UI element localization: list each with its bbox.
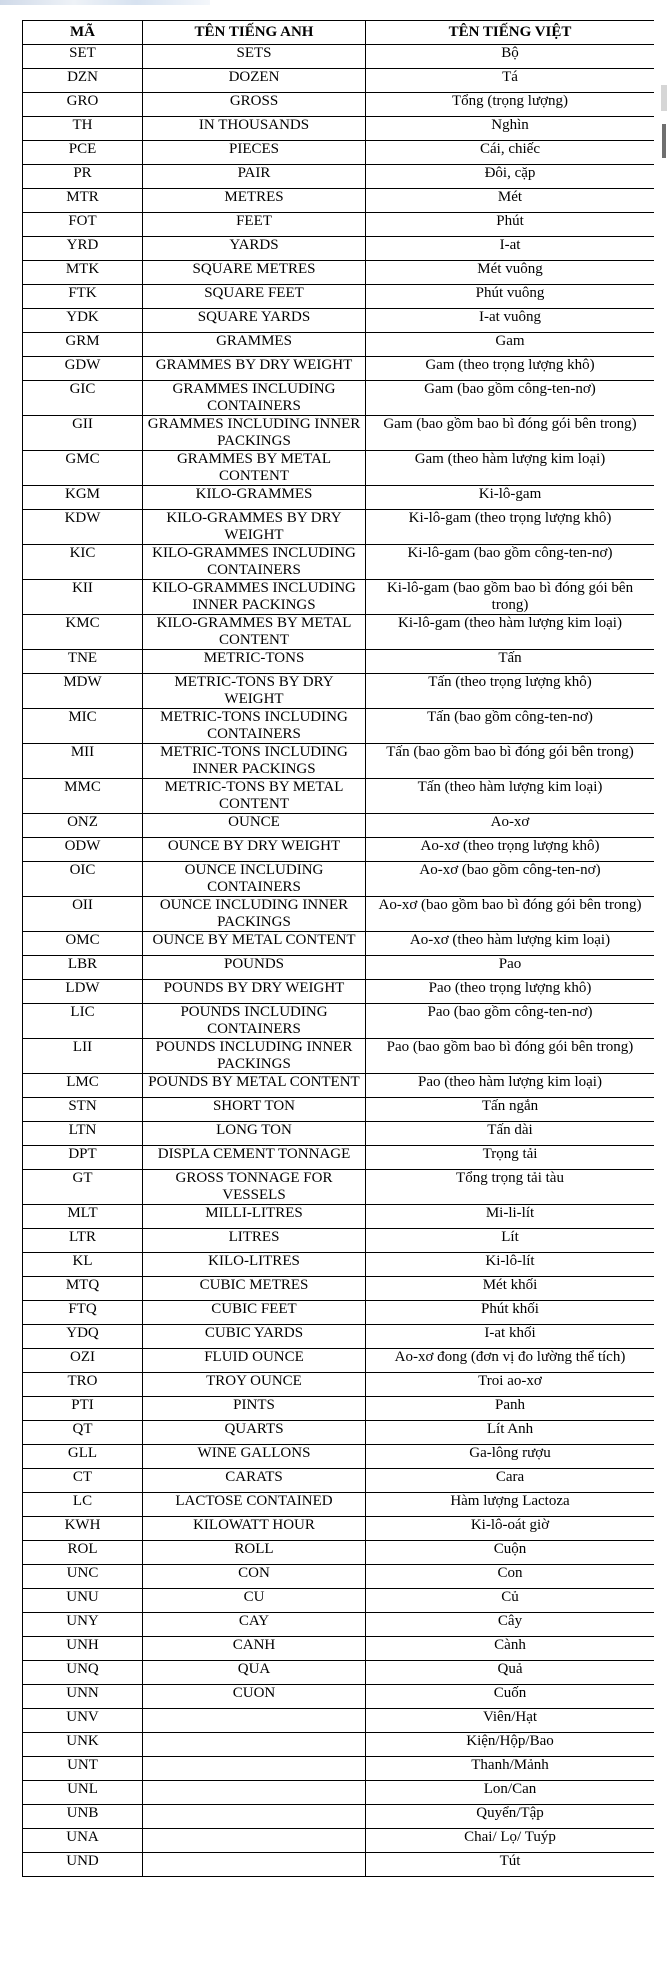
cell-vietnamese-name: Thanh/Mảnh — [366, 1757, 655, 1781]
cell-code: MDW — [23, 674, 143, 709]
cell-vietnamese-name: Cây — [366, 1613, 655, 1637]
cell-vietnamese-name: Tấn dài — [366, 1122, 655, 1146]
cell-english-name: METRES — [143, 189, 366, 213]
table-row — [23, 189, 655, 213]
table-row — [23, 1517, 655, 1541]
cell-code: KIC — [23, 545, 143, 580]
cell-code: GIC — [23, 381, 143, 416]
cell-vietnamese-name: Pao (theo trọng lượng khô) — [366, 980, 655, 1004]
table-row — [23, 165, 655, 189]
table-row — [23, 1853, 655, 1877]
table-row — [23, 510, 655, 545]
cell-vietnamese-name: Tấn — [366, 650, 655, 674]
cell-vietnamese-name: Gam (theo trọng lượng khô) — [366, 357, 655, 381]
cell-english-name: CU — [143, 1589, 366, 1613]
cell-vietnamese-name: I-at vuông — [366, 309, 655, 333]
unit-table-container — [22, 20, 654, 1958]
cell-code: TH — [23, 117, 143, 141]
cell-code: QT — [23, 1421, 143, 1445]
cell-english-name: CAY — [143, 1613, 366, 1637]
cell-code: UNB — [23, 1805, 143, 1829]
table-row — [23, 45, 655, 69]
cell-code: KMC — [23, 615, 143, 650]
cell-code: PR — [23, 165, 143, 189]
cell-vietnamese-name: Quyển/Tập — [366, 1805, 655, 1829]
table-row — [23, 1565, 655, 1589]
cell-code: PCE — [23, 141, 143, 165]
cell-english-name: PIECES — [143, 141, 366, 165]
cell-code: MTQ — [23, 1277, 143, 1301]
table-row — [23, 1397, 655, 1421]
cell-vietnamese-name: Troi ao-xơ — [366, 1373, 655, 1397]
cell-vietnamese-name: Viên/Hạt — [366, 1709, 655, 1733]
cell-vietnamese-name: Trọng tải — [366, 1146, 655, 1170]
table-row — [23, 213, 655, 237]
cell-english-name: POUNDS — [143, 956, 366, 980]
cell-vietnamese-name: Tấn ngắn — [366, 1098, 655, 1122]
table-row — [23, 1122, 655, 1146]
cell-code: FOT — [23, 213, 143, 237]
cell-vietnamese-name: Ki-lô-lít — [366, 1253, 655, 1277]
cell-english-name: TROY OUNCE — [143, 1373, 366, 1397]
cell-code: LIC — [23, 1004, 143, 1039]
cell-code: UNQ — [23, 1661, 143, 1685]
cell-code: KWH — [23, 1517, 143, 1541]
cell-vietnamese-name: Hàm lượng Lactoza — [366, 1493, 655, 1517]
header-english-name: TÊN TIẾNG ANH — [143, 21, 366, 45]
cell-vietnamese-name: Tút — [366, 1853, 655, 1877]
cell-english-name: FEET — [143, 213, 366, 237]
cell-vietnamese-name: I-at — [366, 237, 655, 261]
table-row — [23, 381, 655, 416]
cell-vietnamese-name: Tá — [366, 69, 655, 93]
cell-english-name: METRIC-TONS INCLUDING CONTAINERS — [143, 709, 366, 744]
cell-code: OZI — [23, 1349, 143, 1373]
cell-code: ROL — [23, 1541, 143, 1565]
cell-english-name: METRIC-TONS INCLUDING INNER PACKINGS — [143, 744, 366, 779]
cell-vietnamese-name: Mét — [366, 189, 655, 213]
cell-english-name: OUNCE — [143, 814, 366, 838]
table-row — [23, 69, 655, 93]
cell-english-name: GROSS — [143, 93, 366, 117]
cell-code: GII — [23, 416, 143, 451]
cell-vietnamese-name: I-at khối — [366, 1325, 655, 1349]
table-row — [23, 285, 655, 309]
cell-english-name: LITRES — [143, 1229, 366, 1253]
table-row — [23, 1637, 655, 1661]
cell-english-name: KILO-GRAMMES BY METAL CONTENT — [143, 615, 366, 650]
table-row — [23, 1661, 655, 1685]
cell-code: DZN — [23, 69, 143, 93]
cell-code: LTN — [23, 1122, 143, 1146]
cell-english-name: GRAMMES — [143, 333, 366, 357]
table-row — [23, 650, 655, 674]
cell-vietnamese-name: Gam (theo hàm lượng kim loại) — [366, 451, 655, 486]
cell-code: GDW — [23, 357, 143, 381]
cell-english-name: GROSS TONNAGE FOR VESSELS — [143, 1170, 366, 1205]
cell-code: TNE — [23, 650, 143, 674]
cell-english-name: POUNDS BY DRY WEIGHT — [143, 980, 366, 1004]
table-row — [23, 1039, 655, 1074]
table-row — [23, 1004, 655, 1039]
cell-english-name: KILO-GRAMMES INCLUDING INNER PACKINGS — [143, 580, 366, 615]
table-row — [23, 1098, 655, 1122]
cell-code: YDK — [23, 309, 143, 333]
cell-english-name: FLUID OUNCE — [143, 1349, 366, 1373]
cell-english-name: DISPLA CEMENT TONNAGE — [143, 1146, 366, 1170]
cell-code: YRD — [23, 237, 143, 261]
cell-vietnamese-name: Panh — [366, 1397, 655, 1421]
cell-vietnamese-name: Phút vuông — [366, 285, 655, 309]
cell-english-name: PINTS — [143, 1397, 366, 1421]
cell-english-name: GRAMMES INCLUDING INNER PACKINGS — [143, 416, 366, 451]
cell-english-name — [143, 1829, 366, 1853]
cell-code: FTQ — [23, 1301, 143, 1325]
cell-vietnamese-name: Ki-lô-gam (bao gồm bao bì đóng gói bên trong) — [366, 580, 655, 615]
cell-vietnamese-name: Pao (theo hàm lượng kim loại) — [366, 1074, 655, 1098]
cell-english-name: SQUARE METRES — [143, 261, 366, 285]
cell-english-name: YARDS — [143, 237, 366, 261]
cell-code: GRM — [23, 333, 143, 357]
cell-code: GT — [23, 1170, 143, 1205]
cell-english-name: QUARTS — [143, 1421, 366, 1445]
cell-code: ONZ — [23, 814, 143, 838]
cell-vietnamese-name: Tấn (theo hàm lượng kim loại) — [366, 779, 655, 814]
cell-vietnamese-name: Lít — [366, 1229, 655, 1253]
header-row — [23, 21, 655, 45]
table-row — [23, 117, 655, 141]
table-row — [23, 309, 655, 333]
cell-vietnamese-name: Chai/ Lọ/ Tuýp — [366, 1829, 655, 1853]
cell-code: MTR — [23, 189, 143, 213]
table-row — [23, 709, 655, 744]
cell-vietnamese-name: Cành — [366, 1637, 655, 1661]
table-row — [23, 1829, 655, 1853]
table-row — [23, 580, 655, 615]
cell-vietnamese-name: Gam (bao gồm bao bì đóng gói bên trong) — [366, 416, 655, 451]
cell-vietnamese-name: Ao-xơ (bao gồm bao bì đóng gói bên trong) — [366, 897, 655, 932]
cell-english-name: METRIC-TONS BY DRY WEIGHT — [143, 674, 366, 709]
table-row — [23, 1325, 655, 1349]
table-row — [23, 1757, 655, 1781]
cell-vietnamese-name: Lon/Can — [366, 1781, 655, 1805]
table-row — [23, 674, 655, 709]
table-row — [23, 1373, 655, 1397]
cell-english-name: METRIC-TONS — [143, 650, 366, 674]
cell-code: MIC — [23, 709, 143, 744]
cell-vietnamese-name: Lít Anh — [366, 1421, 655, 1445]
cell-vietnamese-name: Ki-lô-oát giờ — [366, 1517, 655, 1541]
cell-vietnamese-name: Ao-xơ (bao gồm công-ten-nơ) — [366, 862, 655, 897]
cell-vietnamese-name: Củ — [366, 1589, 655, 1613]
cell-code: UNU — [23, 1589, 143, 1613]
cell-vietnamese-name: Tấn (bao gồm bao bì đóng gói bên trong) — [366, 744, 655, 779]
cell-english-name — [143, 1733, 366, 1757]
cell-vietnamese-name: Cái, chiếc — [366, 141, 655, 165]
cell-english-name: CARATS — [143, 1469, 366, 1493]
cell-vietnamese-name: Cara — [366, 1469, 655, 1493]
scroll-handle-main[interactable] — [662, 124, 666, 158]
cell-english-name: METRIC-TONS BY METAL CONTENT — [143, 779, 366, 814]
cell-english-name: CUON — [143, 1685, 366, 1709]
table-row — [23, 486, 655, 510]
table-row — [23, 1301, 655, 1325]
table-row — [23, 1349, 655, 1373]
cell-english-name: LONG TON — [143, 1122, 366, 1146]
cell-code: ODW — [23, 838, 143, 862]
cell-code: GLL — [23, 1445, 143, 1469]
cell-english-name: OUNCE BY DRY WEIGHT — [143, 838, 366, 862]
cell-code: OMC — [23, 932, 143, 956]
cell-english-name: KILO-GRAMMES BY DRY WEIGHT — [143, 510, 366, 545]
cell-english-name: OUNCE INCLUDING CONTAINERS — [143, 862, 366, 897]
cell-vietnamese-name: Ki-lô-gam (theo hàm lượng kim loại) — [366, 615, 655, 650]
cell-vietnamese-name: Gam — [366, 333, 655, 357]
header-code: MÃ — [23, 21, 143, 45]
table-row — [23, 1253, 655, 1277]
cell-vietnamese-name: Ki-lô-gam — [366, 486, 655, 510]
cell-english-name — [143, 1709, 366, 1733]
cell-code: UNN — [23, 1685, 143, 1709]
table-row — [23, 1074, 655, 1098]
cell-english-name: CON — [143, 1565, 366, 1589]
cell-english-name: POUNDS INCLUDING INNER PACKINGS — [143, 1039, 366, 1074]
cell-code: UNK — [23, 1733, 143, 1757]
cell-code: LC — [23, 1493, 143, 1517]
top-image-strip — [0, 0, 210, 5]
cell-code: MTK — [23, 261, 143, 285]
cell-vietnamese-name: Gam (bao gồm công-ten-nơ) — [366, 381, 655, 416]
table-row — [23, 1493, 655, 1517]
cell-english-name — [143, 1853, 366, 1877]
cell-vietnamese-name: Pao — [366, 956, 655, 980]
cell-vietnamese-name: Cuộn — [366, 1541, 655, 1565]
cell-vietnamese-name: Con — [366, 1565, 655, 1589]
cell-vietnamese-name: Tổng (trọng lượng) — [366, 93, 655, 117]
cell-english-name: POUNDS INCLUDING CONTAINERS — [143, 1004, 366, 1039]
cell-english-name: DOZEN — [143, 69, 366, 93]
table-row — [23, 615, 655, 650]
cell-code: UNA — [23, 1829, 143, 1853]
cell-english-name: MILLI-LITRES — [143, 1205, 366, 1229]
cell-code: CT — [23, 1469, 143, 1493]
cell-code: UNY — [23, 1613, 143, 1637]
cell-vietnamese-name: Ga-lông rượu — [366, 1445, 655, 1469]
cell-code: UNT — [23, 1757, 143, 1781]
cell-english-name — [143, 1781, 366, 1805]
cell-vietnamese-name: Phút — [366, 213, 655, 237]
cell-code: MII — [23, 744, 143, 779]
table-row — [23, 862, 655, 897]
cell-vietnamese-name: Ao-xơ (theo hàm lượng kim loại) — [366, 932, 655, 956]
cell-english-name: GRAMMES BY METAL CONTENT — [143, 451, 366, 486]
cell-code: OIC — [23, 862, 143, 897]
table-row — [23, 1229, 655, 1253]
cell-english-name: WINE GALLONS — [143, 1445, 366, 1469]
table-row — [23, 1733, 655, 1757]
cell-vietnamese-name: Quả — [366, 1661, 655, 1685]
cell-vietnamese-name: Ao-xơ — [366, 814, 655, 838]
cell-code: OII — [23, 897, 143, 932]
unit-code-table — [22, 20, 654, 1877]
table-row — [23, 333, 655, 357]
cell-english-name: LACTOSE CONTAINED — [143, 1493, 366, 1517]
cell-english-name: SQUARE FEET — [143, 285, 366, 309]
table-row — [23, 838, 655, 862]
cell-code: YDQ — [23, 1325, 143, 1349]
cell-code: KGM — [23, 486, 143, 510]
table-row — [23, 1469, 655, 1493]
cell-vietnamese-name: Tổng trọng tải tàu — [366, 1170, 655, 1205]
cell-english-name: KILO-GRAMMES INCLUDING CONTAINERS — [143, 545, 366, 580]
table-row — [23, 1170, 655, 1205]
cell-code: LDW — [23, 980, 143, 1004]
cell-english-name: SHORT TON — [143, 1098, 366, 1122]
cell-english-name: SETS — [143, 45, 366, 69]
cell-code: LII — [23, 1039, 143, 1074]
table-row — [23, 1205, 655, 1229]
table-row — [23, 814, 655, 838]
cell-code: UNV — [23, 1709, 143, 1733]
table-row — [23, 416, 655, 451]
header-vietnamese-name: TÊN TIẾNG VIỆT — [366, 21, 655, 45]
cell-vietnamese-name: Tấn (bao gồm công-ten-nơ) — [366, 709, 655, 744]
table-row — [23, 1146, 655, 1170]
table-row — [23, 141, 655, 165]
cell-english-name — [143, 1805, 366, 1829]
cell-english-name: KILO-GRAMMES — [143, 486, 366, 510]
cell-code: UNL — [23, 1781, 143, 1805]
cell-vietnamese-name: Nghìn — [366, 117, 655, 141]
cell-english-name: GRAMMES BY DRY WEIGHT — [143, 357, 366, 381]
table-row — [23, 545, 655, 580]
cell-code: UND — [23, 1853, 143, 1877]
cell-vietnamese-name: Mét vuông — [366, 261, 655, 285]
table-row — [23, 1421, 655, 1445]
table-row — [23, 1589, 655, 1613]
cell-code: MMC — [23, 779, 143, 814]
cell-vietnamese-name: Pao (bao gồm công-ten-nơ) — [366, 1004, 655, 1039]
table-row — [23, 1277, 655, 1301]
cell-vietnamese-name: Ki-lô-gam (bao gồm công-ten-nơ) — [366, 545, 655, 580]
cell-english-name: SQUARE YARDS — [143, 309, 366, 333]
table-row — [23, 956, 655, 980]
cell-code: UNH — [23, 1637, 143, 1661]
cell-code: UNC — [23, 1565, 143, 1589]
table-row — [23, 779, 655, 814]
table-row — [23, 1613, 655, 1637]
cell-english-name: OUNCE INCLUDING INNER PACKINGS — [143, 897, 366, 932]
cell-english-name: POUNDS BY METAL CONTENT — [143, 1074, 366, 1098]
cell-english-name: PAIR — [143, 165, 366, 189]
scroll-handle-top[interactable] — [661, 85, 667, 111]
cell-code: STN — [23, 1098, 143, 1122]
cell-code: GMC — [23, 451, 143, 486]
cell-vietnamese-name: Đôi, cặp — [366, 165, 655, 189]
table-row — [23, 357, 655, 381]
cell-code: KII — [23, 580, 143, 615]
cell-vietnamese-name: Ao-xơ (theo trọng lượng khô) — [366, 838, 655, 862]
cell-vietnamese-name: Ki-lô-gam (theo trọng lượng khô) — [366, 510, 655, 545]
cell-english-name: QUA — [143, 1661, 366, 1685]
cell-english-name — [143, 1757, 366, 1781]
cell-vietnamese-name: Cuốn — [366, 1685, 655, 1709]
cell-code: LBR — [23, 956, 143, 980]
cell-english-name: CUBIC FEET — [143, 1301, 366, 1325]
cell-code: KDW — [23, 510, 143, 545]
cell-vietnamese-name: Phút khối — [366, 1301, 655, 1325]
table-row — [23, 261, 655, 285]
table-row — [23, 451, 655, 486]
cell-english-name: OUNCE BY METAL CONTENT — [143, 932, 366, 956]
table-row — [23, 93, 655, 117]
table-row — [23, 237, 655, 261]
cell-code: SET — [23, 45, 143, 69]
table-row — [23, 980, 655, 1004]
cell-vietnamese-name: Pao (bao gồm bao bì đóng gói bên trong) — [366, 1039, 655, 1074]
cell-vietnamese-name: Kiện/Hộp/Bao — [366, 1733, 655, 1757]
cell-english-name: CANH — [143, 1637, 366, 1661]
cell-code: MLT — [23, 1205, 143, 1229]
cell-code: FTK — [23, 285, 143, 309]
cell-english-name: GRAMMES INCLUDING CONTAINERS — [143, 381, 366, 416]
cell-vietnamese-name: Mét khối — [366, 1277, 655, 1301]
cell-english-name: ROLL — [143, 1541, 366, 1565]
cell-english-name: CUBIC YARDS — [143, 1325, 366, 1349]
cell-code: TRO — [23, 1373, 143, 1397]
table-row — [23, 1805, 655, 1829]
cell-code: LTR — [23, 1229, 143, 1253]
table-row — [23, 1781, 655, 1805]
cell-vietnamese-name: Mi-li-lít — [366, 1205, 655, 1229]
table-row — [23, 1709, 655, 1733]
table-row — [23, 1445, 655, 1469]
table-row — [23, 744, 655, 779]
table-row — [23, 897, 655, 932]
table-header — [23, 21, 655, 45]
cell-code: LMC — [23, 1074, 143, 1098]
cell-english-name: IN THOUSANDS — [143, 117, 366, 141]
cell-vietnamese-name: Ao-xơ đong (đơn vị đo lường thể tích) — [366, 1349, 655, 1373]
table-row — [23, 932, 655, 956]
cell-code: KL — [23, 1253, 143, 1277]
table-body — [23, 45, 655, 1877]
table-row — [23, 1541, 655, 1565]
table-row — [23, 1685, 655, 1709]
cell-english-name: KILO-LITRES — [143, 1253, 366, 1277]
cell-code: DPT — [23, 1146, 143, 1170]
cell-english-name: KILOWATT HOUR — [143, 1517, 366, 1541]
cell-english-name: CUBIC METRES — [143, 1277, 366, 1301]
cell-code: PTI — [23, 1397, 143, 1421]
cell-vietnamese-name: Tấn (theo trọng lượng khô) — [366, 674, 655, 709]
cell-vietnamese-name: Bộ — [366, 45, 655, 69]
cell-code: GRO — [23, 93, 143, 117]
